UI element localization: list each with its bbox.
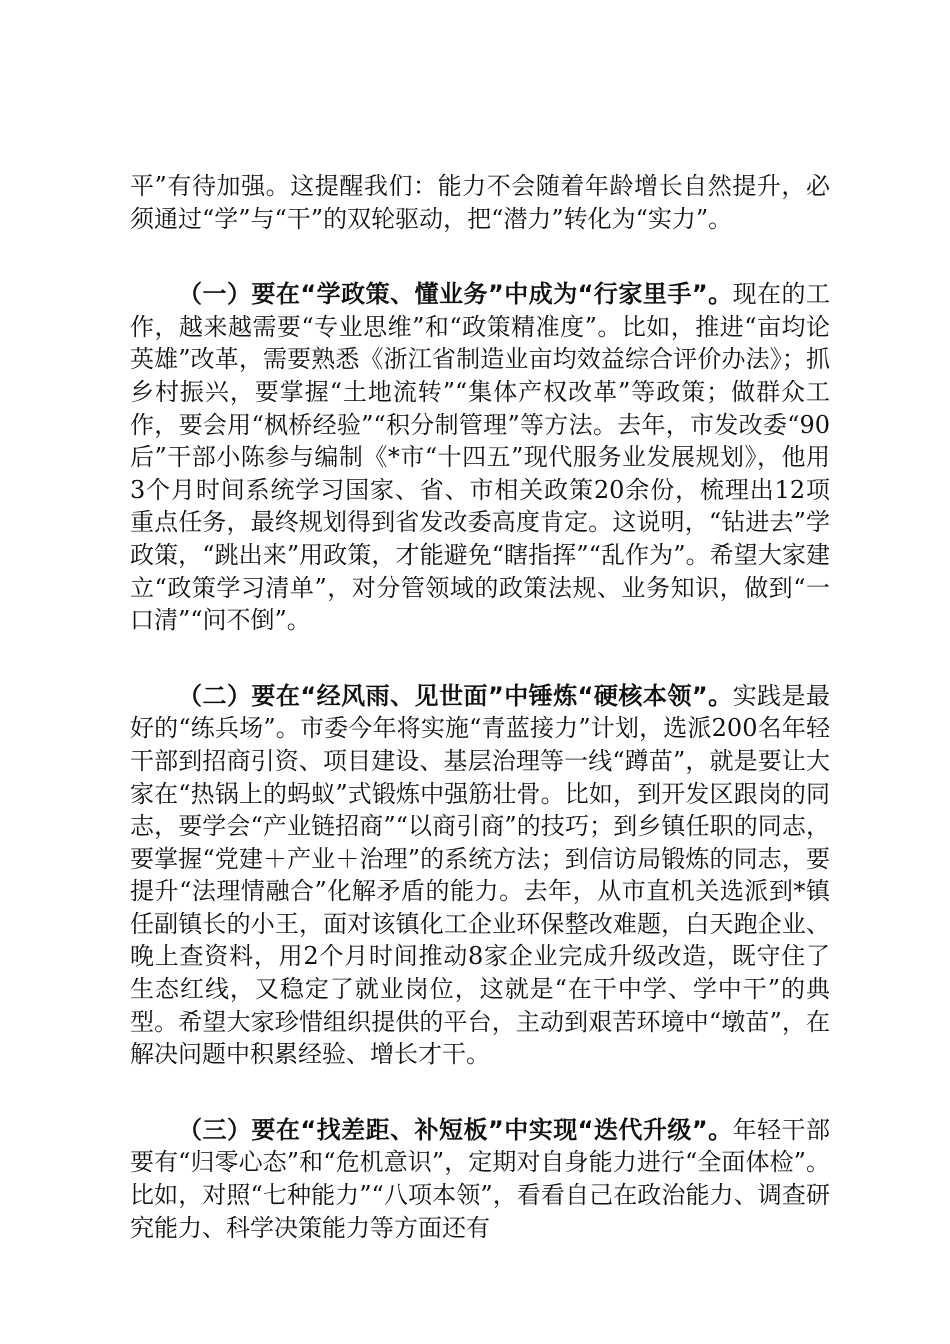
paragraph-text: 现在的工作，越来越需要“专业思维”和“政策精准度”。比如，推进“亩均论英雄”改革，需要熟悉《浙江省制造业亩均效益综合评价办法》；抓乡村振兴，要掌握“土地流转”“集体产权改革”等政策；做群众工作，要会用“枫桥经验”“积分制管理”等方法。去年，市发改委“90后”干部小陈参与编制《*市“十四五”现代服务业发展规划》，他用3个月时间系统学习国家、省、市相关政策20余份，梳理出12项重点任务，最终规划得到省发改委高度肯定。这说明，“钻进去”学政策，“跳出来”用政策，才能避免“瞎指挥”“乱作为”。希望大家建立“政策学习清单”，对分管领域的政策法规、业务知识，做到“一口清”“问不倒”。: [130, 280, 831, 635]
section-heading: （一）要在“学政策、懂业务”中成为“行家里手”。: [178, 280, 733, 309]
paragraph-section-1: [130, 278, 830, 637]
paragraph-gap: [130, 1071, 830, 1114]
section-heading: （三）要在“找差距、补短板”中实现“迭代升级”。: [178, 1115, 733, 1144]
paragraph-section-2: [130, 680, 830, 1071]
paragraph-gap: [130, 235, 830, 278]
paragraph-text: 年轻干部要有“归零心态”和“危机意识”，定期对自身能力进行“全面体检”。比如，对照“七种能力”“八项本领”，看看自己在政治能力、调查研究能力、科学决策能力等方面还有: [130, 1115, 831, 1242]
paragraph-text: 实践是最好的“练兵场”。市委今年将实施“青蓝接力”计划，选派200名年轻干部到招商引资、项目建设、基层治理等一线“蹲苗”，就是要让大家在“热锅上的蚂蚁”式锻炼中强筋壮骨。比如，到开发区跟岗的同志，要学会“产业链招商”“以商引商”的技巧；到乡镇任职的同志，要掌握“党建＋产业＋治理”的系统方法；到信访局锻炼的同志，要提升“法理情融合”化解矛盾的能力。去年，从市直机关选派到*镇任副镇长的小王，面对该镇化工企业环保整改难题，白天跑企业、晚上查资料，用2个月时间推动8家企业完成升级改造，既守住了生态红线，又稳定了就业岗位，这就是“在干中学、学中干”的典型。希望大家珍惜组织提供的平台，主动到艰苦环境中“墩苗”，在解决问题中积累经验、增长才干。: [130, 681, 831, 1069]
paragraph-continuation: [130, 170, 830, 235]
paragraph-text: 平”有待加强。这提醒我们：能力不会随着年龄增长自然提升，必须通过“学”与“干”的双轮驱动，把“潜力”转化为“实力”。: [130, 172, 830, 233]
section-heading: （二）要在“经风雨、见世面”中锤炼“硬核本领”。: [178, 681, 733, 710]
paragraph-section-3: [130, 1114, 830, 1244]
paragraph-gap: [130, 637, 830, 680]
document-body: [130, 170, 830, 1244]
